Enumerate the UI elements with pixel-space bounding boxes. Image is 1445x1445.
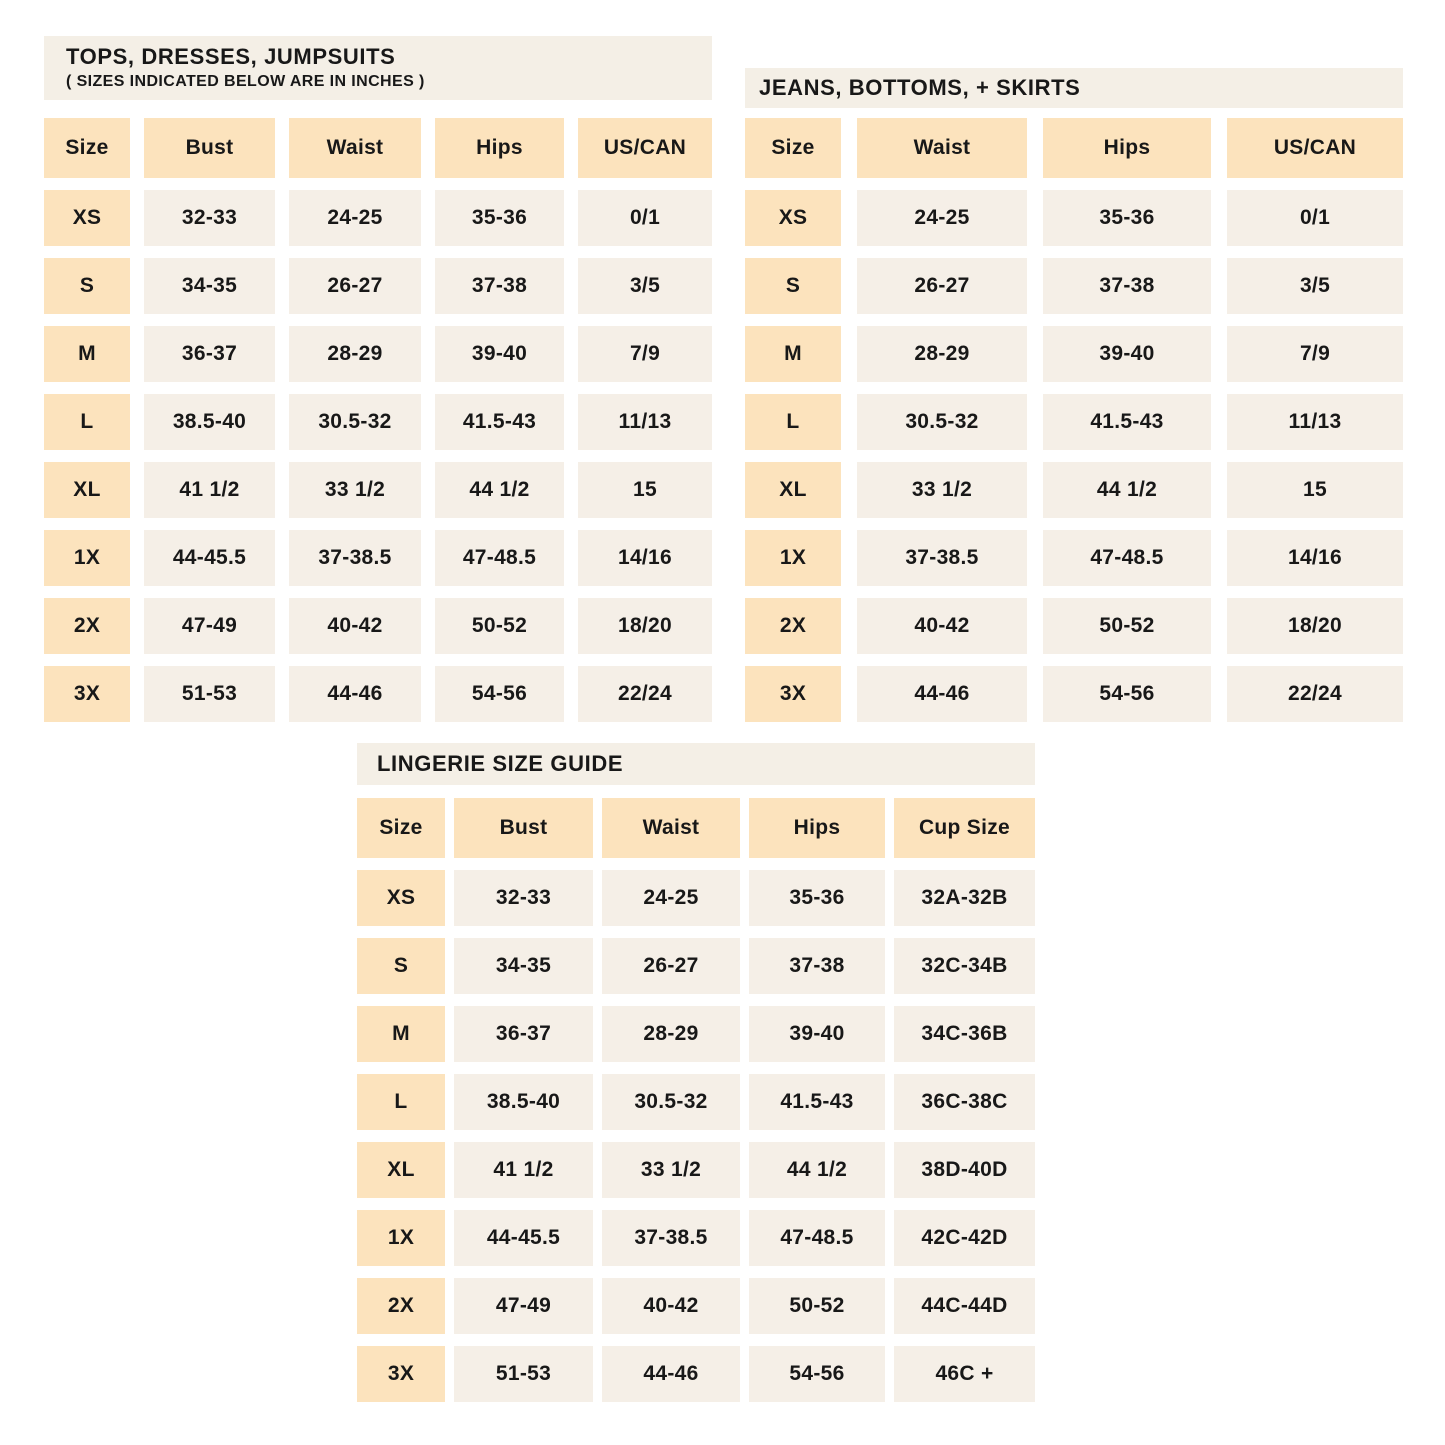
size-cell: 2X: [44, 598, 130, 654]
column-header-hips: Hips: [749, 798, 885, 858]
value-cell: 22/24: [1227, 666, 1403, 722]
value-cell: 11/13: [1227, 394, 1403, 450]
size-cell: 1X: [745, 530, 841, 586]
value-cell: 30.5-32: [602, 1074, 740, 1130]
value-cell: 26-27: [857, 258, 1027, 314]
table-title: LINGERIE SIZE GUIDE: [377, 750, 624, 776]
value-cell: 33 1/2: [857, 462, 1027, 518]
value-cell: 35-36: [1043, 190, 1211, 246]
value-cell: 47-49: [454, 1278, 593, 1334]
value-cell: 15: [1227, 462, 1403, 518]
value-cell: 50-52: [1043, 598, 1211, 654]
size-cell: L: [357, 1074, 445, 1130]
value-cell: 24-25: [857, 190, 1027, 246]
value-cell: 44-46: [289, 666, 421, 722]
value-cell: 44-46: [602, 1346, 740, 1402]
value-cell: 44 1/2: [1043, 462, 1211, 518]
value-cell: 44 1/2: [749, 1142, 885, 1198]
size-cell: M: [44, 326, 130, 382]
column-header-bust: Bust: [454, 798, 593, 858]
value-cell: 41.5-43: [435, 394, 564, 450]
column-header-bust: Bust: [144, 118, 275, 178]
value-cell: 40-42: [602, 1278, 740, 1334]
size-cell: M: [357, 1006, 445, 1062]
value-cell: 37-38.5: [857, 530, 1027, 586]
table-title-block: [44, 36, 712, 100]
lingerie-size-guide-table: [357, 743, 1035, 1402]
value-cell: 46C +: [894, 1346, 1035, 1402]
value-cell: 7/9: [578, 326, 712, 382]
column-header-us-can: US/CAN: [578, 118, 712, 178]
value-cell: 32-33: [454, 870, 593, 926]
value-cell: 39-40: [435, 326, 564, 382]
table-title-block: [357, 743, 1035, 785]
value-cell: 28-29: [857, 326, 1027, 382]
value-cell: 34C-36B: [894, 1006, 1035, 1062]
size-cell: XS: [44, 190, 130, 246]
jeans-bottoms-skirts-table: [745, 68, 1403, 722]
value-cell: 50-52: [435, 598, 564, 654]
value-cell: 44-45.5: [454, 1210, 593, 1266]
value-cell: 38.5-40: [454, 1074, 593, 1130]
value-cell: 18/20: [1227, 598, 1403, 654]
value-cell: 24-25: [602, 870, 740, 926]
value-cell: 40-42: [857, 598, 1027, 654]
value-cell: 34-35: [144, 258, 275, 314]
value-cell: 41.5-43: [749, 1074, 885, 1130]
size-cell: L: [44, 394, 130, 450]
size-cell: 2X: [745, 598, 841, 654]
column-header-size: Size: [357, 798, 445, 858]
value-cell: 44-46: [857, 666, 1027, 722]
value-cell: 41 1/2: [454, 1142, 593, 1198]
value-cell: 32C-34B: [894, 938, 1035, 994]
value-cell: 30.5-32: [857, 394, 1027, 450]
size-cell: XL: [357, 1142, 445, 1198]
size-cell: 3X: [357, 1346, 445, 1402]
value-cell: 7/9: [1227, 326, 1403, 382]
value-cell: 0/1: [578, 190, 712, 246]
value-cell: 40-42: [289, 598, 421, 654]
value-cell: 34-35: [454, 938, 593, 994]
size-cell: 3X: [44, 666, 130, 722]
value-cell: 37-38: [435, 258, 564, 314]
value-cell: 39-40: [749, 1006, 885, 1062]
size-table-grid: [44, 118, 712, 722]
size-cell: 3X: [745, 666, 841, 722]
value-cell: 38D-40D: [894, 1142, 1035, 1198]
value-cell: 35-36: [749, 870, 885, 926]
value-cell: 0/1: [1227, 190, 1403, 246]
value-cell: 32-33: [144, 190, 275, 246]
value-cell: 44 1/2: [435, 462, 564, 518]
value-cell: 37-38: [749, 938, 885, 994]
value-cell: 28-29: [289, 326, 421, 382]
size-cell: XS: [357, 870, 445, 926]
value-cell: 14/16: [578, 530, 712, 586]
value-cell: 3/5: [1227, 258, 1403, 314]
value-cell: 33 1/2: [602, 1142, 740, 1198]
table-title-block: [745, 68, 1403, 108]
value-cell: 37-38.5: [602, 1210, 740, 1266]
value-cell: 22/24: [578, 666, 712, 722]
value-cell: 18/20: [578, 598, 712, 654]
value-cell: 14/16: [1227, 530, 1403, 586]
value-cell: 36C-38C: [894, 1074, 1035, 1130]
column-header-size: Size: [745, 118, 841, 178]
size-cell: 1X: [44, 530, 130, 586]
value-cell: 41.5-43: [1043, 394, 1211, 450]
value-cell: 42C-42D: [894, 1210, 1035, 1266]
column-header-us-can: US/CAN: [1227, 118, 1403, 178]
value-cell: 15: [578, 462, 712, 518]
value-cell: 11/13: [578, 394, 712, 450]
value-cell: 26-27: [602, 938, 740, 994]
table-title: JEANS, BOTTOMS, + SKIRTS: [759, 74, 1081, 100]
value-cell: 47-48.5: [1043, 530, 1211, 586]
table-title: TOPS, DRESSES, JUMPSUITS: [66, 43, 396, 69]
size-cell: S: [745, 258, 841, 314]
column-header-hips: Hips: [435, 118, 564, 178]
column-header-waist: Waist: [602, 798, 740, 858]
column-header-size: Size: [44, 118, 130, 178]
size-cell: S: [357, 938, 445, 994]
value-cell: 32A-32B: [894, 870, 1035, 926]
value-cell: 54-56: [749, 1346, 885, 1402]
value-cell: 26-27: [289, 258, 421, 314]
value-cell: 54-56: [1043, 666, 1211, 722]
column-header-waist: Waist: [857, 118, 1027, 178]
value-cell: 37-38.5: [289, 530, 421, 586]
size-cell: XL: [745, 462, 841, 518]
value-cell: 24-25: [289, 190, 421, 246]
size-table-grid: [745, 118, 1403, 722]
value-cell: 51-53: [454, 1346, 593, 1402]
value-cell: 44C-44D: [894, 1278, 1035, 1334]
value-cell: 54-56: [435, 666, 564, 722]
value-cell: 36-37: [454, 1006, 593, 1062]
value-cell: 39-40: [1043, 326, 1211, 382]
value-cell: 41 1/2: [144, 462, 275, 518]
size-cell: XL: [44, 462, 130, 518]
size-cell: 2X: [357, 1278, 445, 1334]
value-cell: 28-29: [602, 1006, 740, 1062]
value-cell: 51-53: [144, 666, 275, 722]
value-cell: 47-49: [144, 598, 275, 654]
value-cell: 37-38: [1043, 258, 1211, 314]
value-cell: 50-52: [749, 1278, 885, 1334]
value-cell: 38.5-40: [144, 394, 275, 450]
size-table-grid: [357, 798, 1035, 1402]
size-cell: 1X: [357, 1210, 445, 1266]
table-subtitle: ( SIZES INDICATED BELOW ARE IN INCHES ): [66, 73, 425, 91]
value-cell: 33 1/2: [289, 462, 421, 518]
size-cell: L: [745, 394, 841, 450]
value-cell: 30.5-32: [289, 394, 421, 450]
value-cell: 47-48.5: [749, 1210, 885, 1266]
value-cell: 35-36: [435, 190, 564, 246]
value-cell: 44-45.5: [144, 530, 275, 586]
column-header-waist: Waist: [289, 118, 421, 178]
size-cell: S: [44, 258, 130, 314]
value-cell: 3/5: [578, 258, 712, 314]
column-header-cup-size: Cup Size: [894, 798, 1035, 858]
size-cell: XS: [745, 190, 841, 246]
value-cell: 47-48.5: [435, 530, 564, 586]
size-cell: M: [745, 326, 841, 382]
value-cell: 36-37: [144, 326, 275, 382]
tops-dresses-jumpsuits-table: [44, 36, 712, 722]
column-header-hips: Hips: [1043, 118, 1211, 178]
